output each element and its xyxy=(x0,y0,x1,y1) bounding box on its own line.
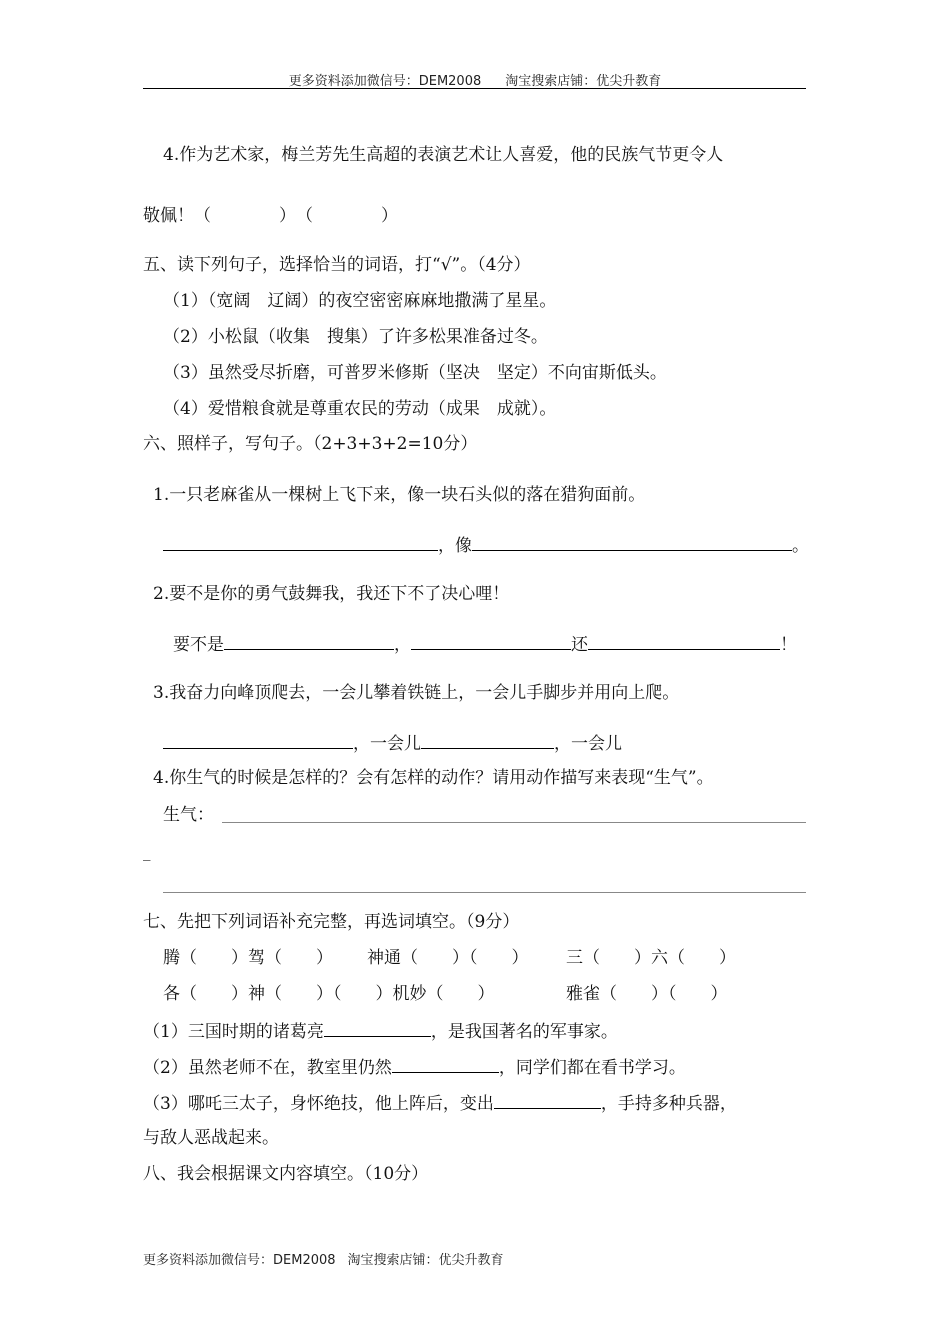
blank-line[interactable] xyxy=(411,633,571,650)
page-header xyxy=(0,70,950,89)
blank-line[interactable] xyxy=(392,1056,499,1073)
answer-line[interactable] xyxy=(163,892,806,893)
blank-line[interactable] xyxy=(163,534,438,551)
s7-row2-b: 雅雀（ ）（ ） xyxy=(566,984,728,1004)
s6-example3: 3.我奋力向峰顶爬去，一会儿攀着铁链上，一会儿手脚步并用向上爬。 xyxy=(153,683,680,703)
s6-answer3: ，一会儿 ，一会儿 xyxy=(163,732,622,754)
blank-line[interactable] xyxy=(163,732,353,749)
s6-example1: 1.一只老麻雀从一棵树上飞下来，像一块石头似的落在猎狗面前。 xyxy=(153,485,646,505)
header-shop: 淘宝搜索店铺：优尖升教育 xyxy=(505,74,662,89)
footer-shop: 淘宝搜索店铺：优尖升教育 xyxy=(347,1253,504,1268)
section5-item2: （2）小松鼠（收集 搜集）了许多松果准备过冬。 xyxy=(163,327,548,347)
blank-line[interactable] xyxy=(472,534,792,551)
s7-fill1: （1）三国时期的诸葛亮 ，是我国著名的军事家。 xyxy=(143,1022,618,1042)
section5-item1: （1）（宽阔 辽阔）的夜空密密麻麻地撒满了星星。 xyxy=(163,291,557,311)
s7-row1-a: 腾（ ）驾（ ） xyxy=(163,948,333,968)
s6-answer1: ，像 。 xyxy=(163,534,809,556)
s6-answer4-label: 生气： xyxy=(163,805,214,825)
section5-item3: （3）虽然受尽折磨，可普罗米修斯（坚决 坚定）不向宙斯低头。 xyxy=(163,363,667,383)
s6-example4: 4.你生气的时候是怎样的？会有怎样的动作？请用动作描写来表现“生气”。 xyxy=(153,768,714,788)
s7-row1-c: 三（ ）六（ ） xyxy=(566,948,736,968)
section5-title: 五、读下列句子，选择恰当的词语，打“√”。（4分） xyxy=(143,255,531,275)
section8-title: 八、我会根据课文内容填空。（10分） xyxy=(143,1164,429,1184)
blank-line[interactable] xyxy=(324,1020,431,1037)
s6-example2: 2.要不是你的勇气鼓舞我，我还下不了决心哩！ xyxy=(153,584,510,604)
answer-line[interactable] xyxy=(222,822,806,823)
q4-item4-line2: 敬佩！（ ） （ ） xyxy=(143,206,398,226)
q4-item4-line1: 4.作为艺术家，梅兰芳先生高超的表演艺术让人喜爱，他的民族气节更令人 xyxy=(163,145,724,165)
section6-title: 六、照样子，写句子。（2+3+3+2=10分） xyxy=(143,434,478,454)
section7-title: 七、先把下列词语补充完整，再选词填空。（9分） xyxy=(143,912,520,932)
s7-row2-a: 各（ ）神（ ）（ ）机妙（ ） xyxy=(163,984,495,1004)
blank-line[interactable] xyxy=(588,633,780,650)
header-wechat: 更多资料添加微信号：DEM2008 xyxy=(288,74,482,89)
blank-line[interactable] xyxy=(224,633,394,650)
s7-fill3-line2: 与敌人恶战起来。 xyxy=(143,1128,279,1148)
s7-fill2: （2）虽然老师不在，教室里仍然 ，同学们都在看书学习。 xyxy=(143,1058,686,1078)
stray-underscore: _ xyxy=(143,843,151,861)
header-rule xyxy=(143,88,806,89)
blank-line[interactable] xyxy=(421,732,554,749)
s7-fill3: （3）哪吒三太子，身怀绝技，他上阵后，变出 ，手持多种兵器， xyxy=(143,1094,737,1114)
blank-line[interactable] xyxy=(494,1092,601,1109)
s7-row1-b: 神通（ ）（ ） xyxy=(367,948,529,968)
section5-item4: （4）爱惜粮食就是尊重农民的劳动（成果 成就）。 xyxy=(163,399,557,419)
page-footer xyxy=(143,1249,504,1268)
s6-answer2: 要不是 ， 还 ！ xyxy=(173,635,797,655)
footer-wechat: 更多资料添加微信号：DEM2008 xyxy=(143,1253,336,1268)
